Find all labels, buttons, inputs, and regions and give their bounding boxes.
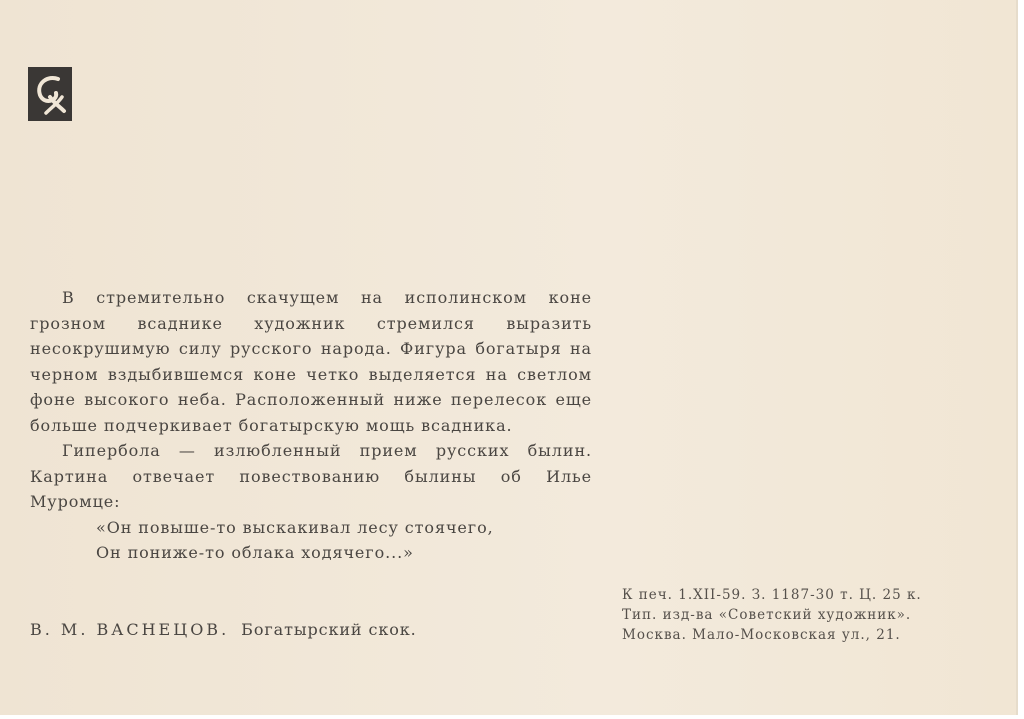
quote-line: «Он повыше-то выскакивал лесу стоячего, — [96, 517, 494, 537]
quote-line: Он пониже-то облака ходячего...» — [96, 543, 414, 562]
imprint-line: Тип. изд-ва «Советский художник». — [622, 607, 912, 623]
description-paragraph: В стремительно скачущем на исполинском коне грозном всаднике художник стремился выразить несокрушимую силу русского народа. Фигура богатыря на черном вздыбившемся коне четко выделяется на светлом фоне высокого неба. Расположенный ниже перелесок еще больше подчеркивает богатырскую мощь всадника. — [30, 288, 592, 435]
bylina-quote — [30, 515, 592, 566]
print-imprint — [622, 585, 922, 645]
imprint-line: Москва. Мало-Московская ул., 21. — [622, 627, 901, 643]
description-paragraph: Гипербола — излюбленный прием русских былин. Картина отвечает повествованию былины об Илье Муромце: — [30, 441, 592, 511]
artwork-caption — [30, 620, 417, 639]
publisher-logo-icon — [28, 67, 72, 121]
artwork-description — [30, 285, 592, 566]
artwork-title: Богатырский скок. — [241, 620, 417, 639]
imprint-line: К печ. 1.XII-59. З. 1187-30 т. Ц. 25 к. — [622, 587, 922, 603]
artist-name: В. М. ВАСНЕЦОВ. — [30, 620, 230, 639]
